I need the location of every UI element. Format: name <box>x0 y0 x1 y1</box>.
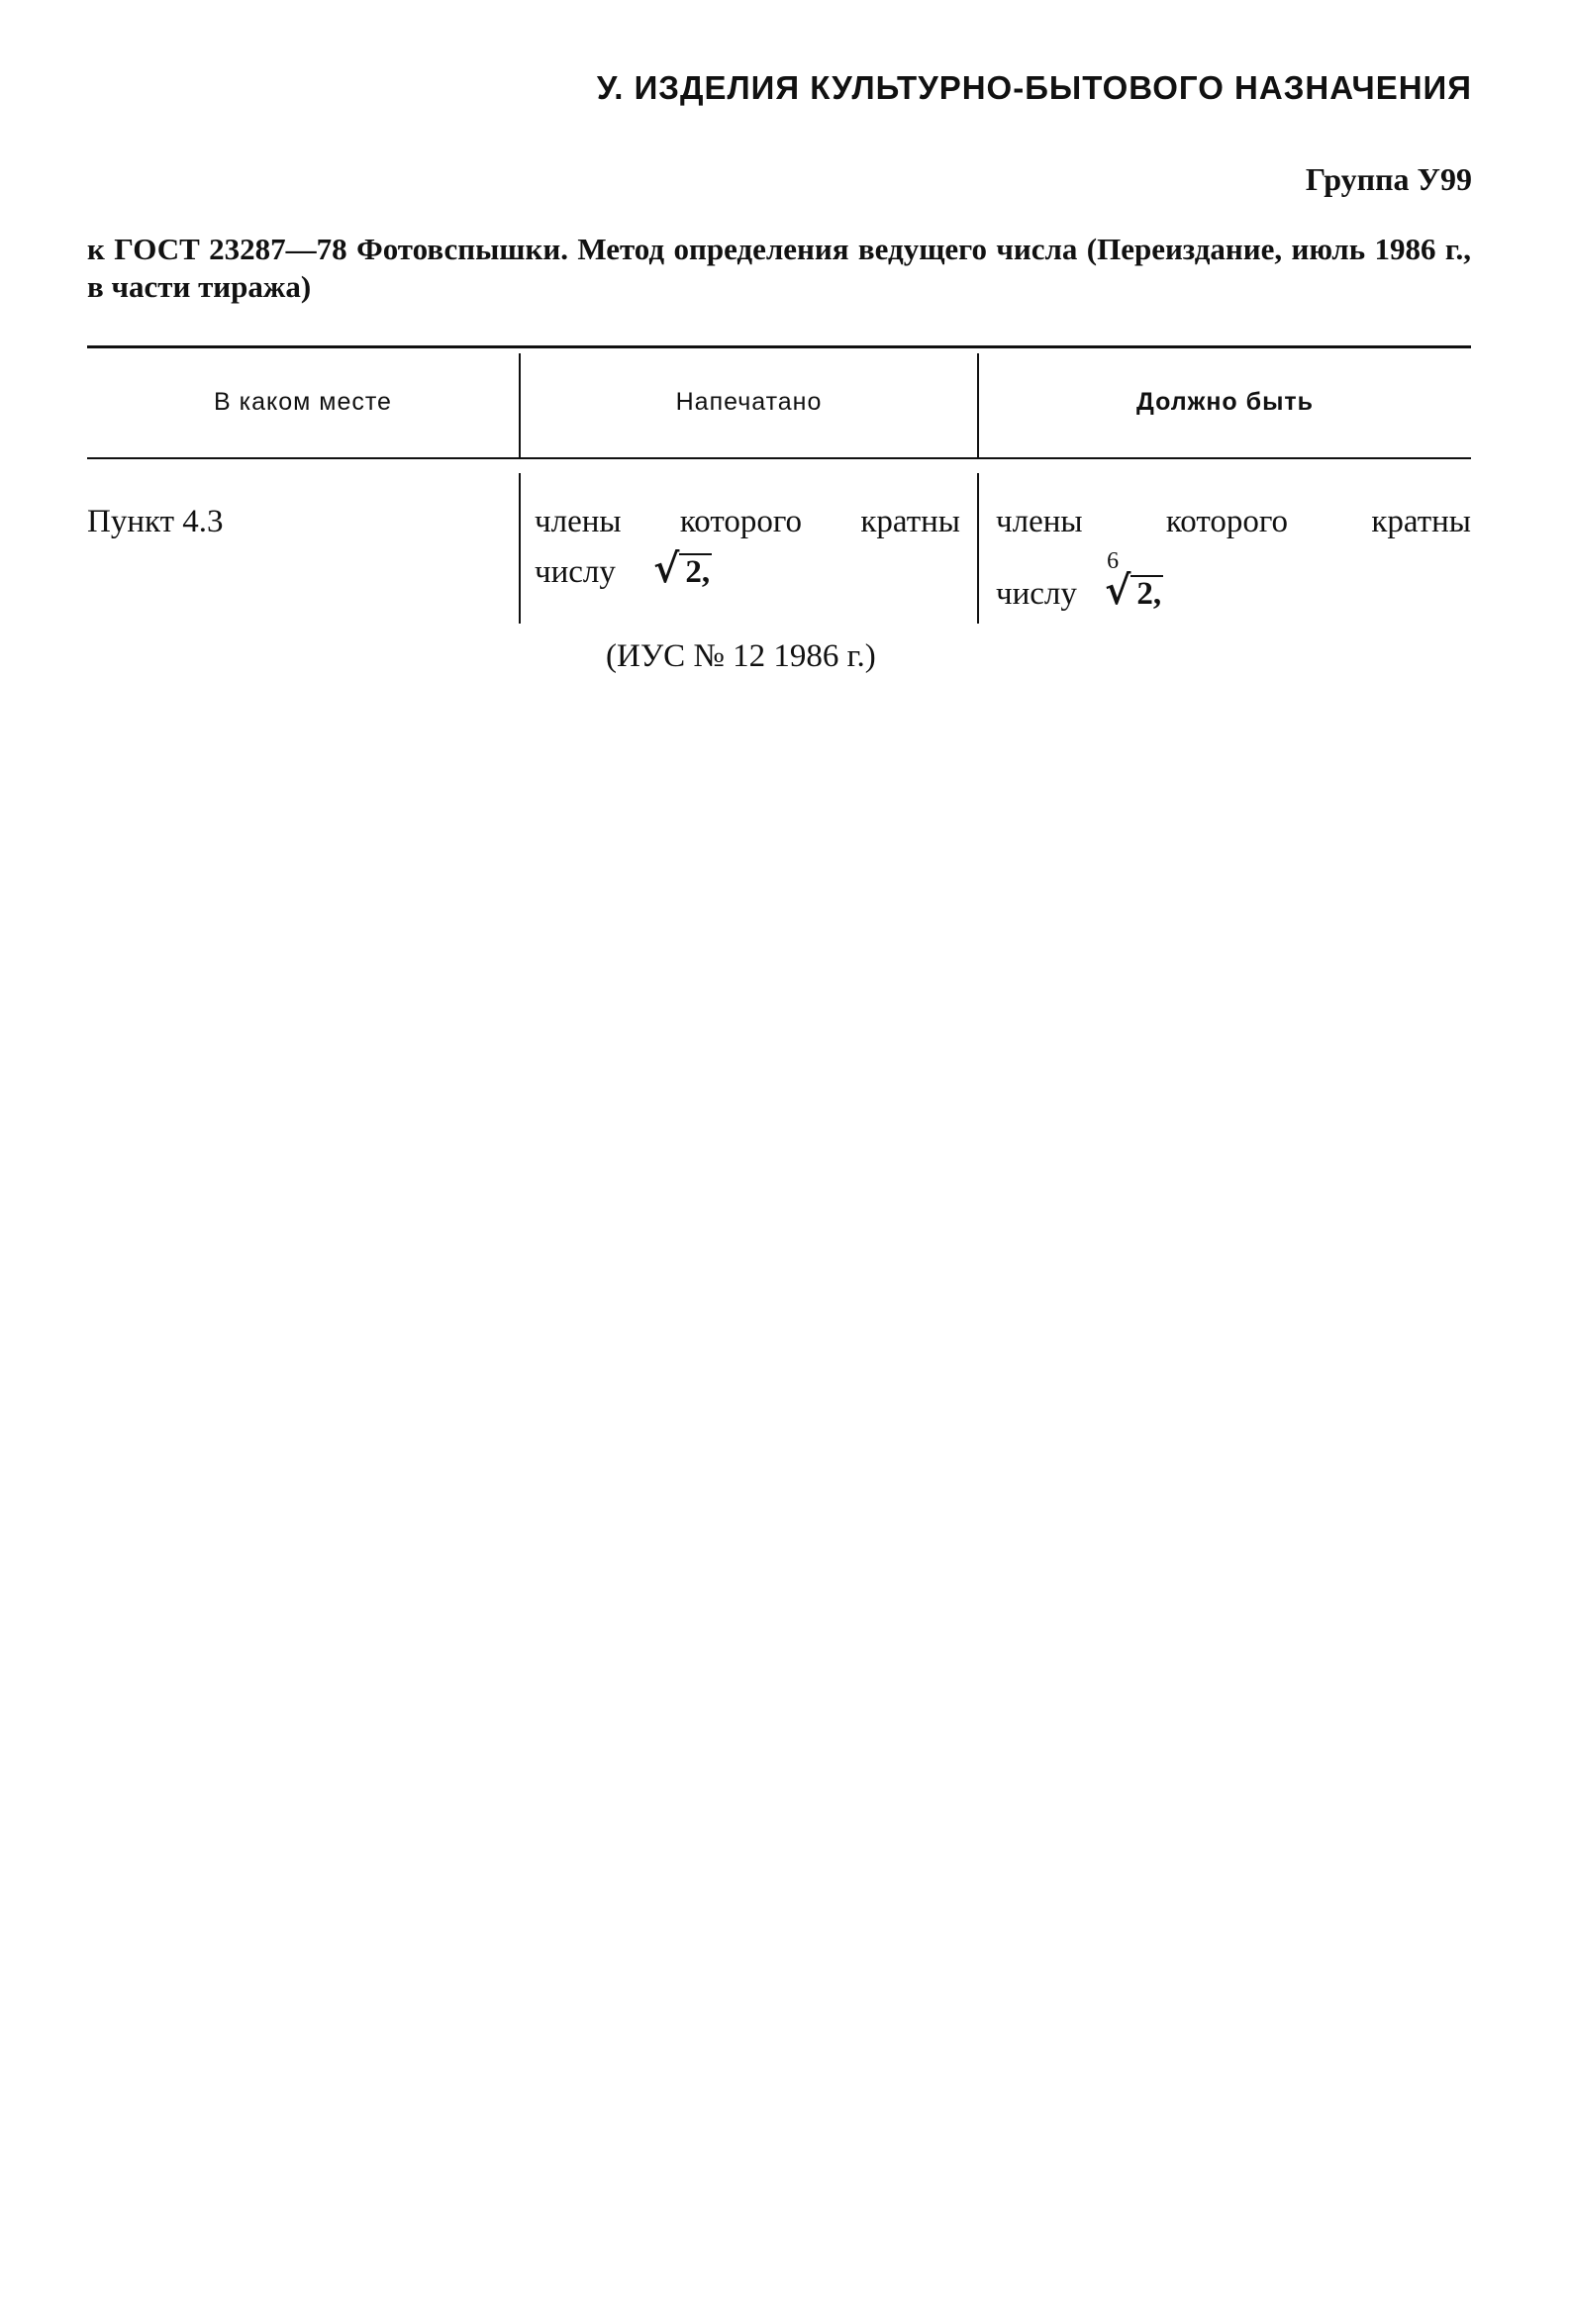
radical-sign: √ <box>653 545 680 592</box>
printed-line-1 <box>535 498 960 545</box>
square-root-expression <box>653 545 712 596</box>
word: кратны <box>860 504 960 539</box>
word: которого <box>1165 504 1289 539</box>
table-column-divider <box>519 473 521 624</box>
word: члены <box>996 504 1083 539</box>
table-top-rule <box>87 345 1471 348</box>
section-title: У. ИЗДЕЛИЯ КУЛЬТУРНО-БЫТОВОГО НАЗНАЧЕНИЯ <box>596 69 1472 106</box>
source-reference: (ИУС № 12 1986 г.) <box>606 638 876 674</box>
table-cell-printed <box>535 498 960 596</box>
should-be-line-1 <box>996 498 1471 545</box>
radicand: 2, <box>679 553 712 589</box>
table-header-location: В каком месте <box>214 388 392 416</box>
table-header-rule <box>87 457 1471 459</box>
printed-line-2 <box>535 545 960 596</box>
group-label: Группа У99 <box>1305 161 1472 197</box>
table-column-divider <box>977 473 979 624</box>
amendment-heading: к ГОСТ 23287—78 Фотовспышки. Метод определения ведущего числа (Переиздание, июль 1986 г., в части тиража) <box>87 232 1471 304</box>
table-header-should-be: Должно быть <box>1135 388 1315 416</box>
table-cell-should-be <box>996 498 1471 618</box>
radicand: 2, <box>1130 575 1163 611</box>
word: кратны <box>1371 504 1471 539</box>
should-be-line-2 <box>996 548 1471 618</box>
word: которого <box>679 504 803 539</box>
sixth-root-expression <box>1105 548 1163 618</box>
word: числу <box>996 576 1077 612</box>
root-index: 6 <box>1107 548 1120 574</box>
word: числу <box>535 554 616 590</box>
table-cell-location: Пункт 4.3 <box>87 504 224 539</box>
table-header-printed: Напечатано <box>675 388 823 416</box>
radical-sign: √ <box>1105 567 1131 614</box>
word: члены <box>535 504 622 539</box>
